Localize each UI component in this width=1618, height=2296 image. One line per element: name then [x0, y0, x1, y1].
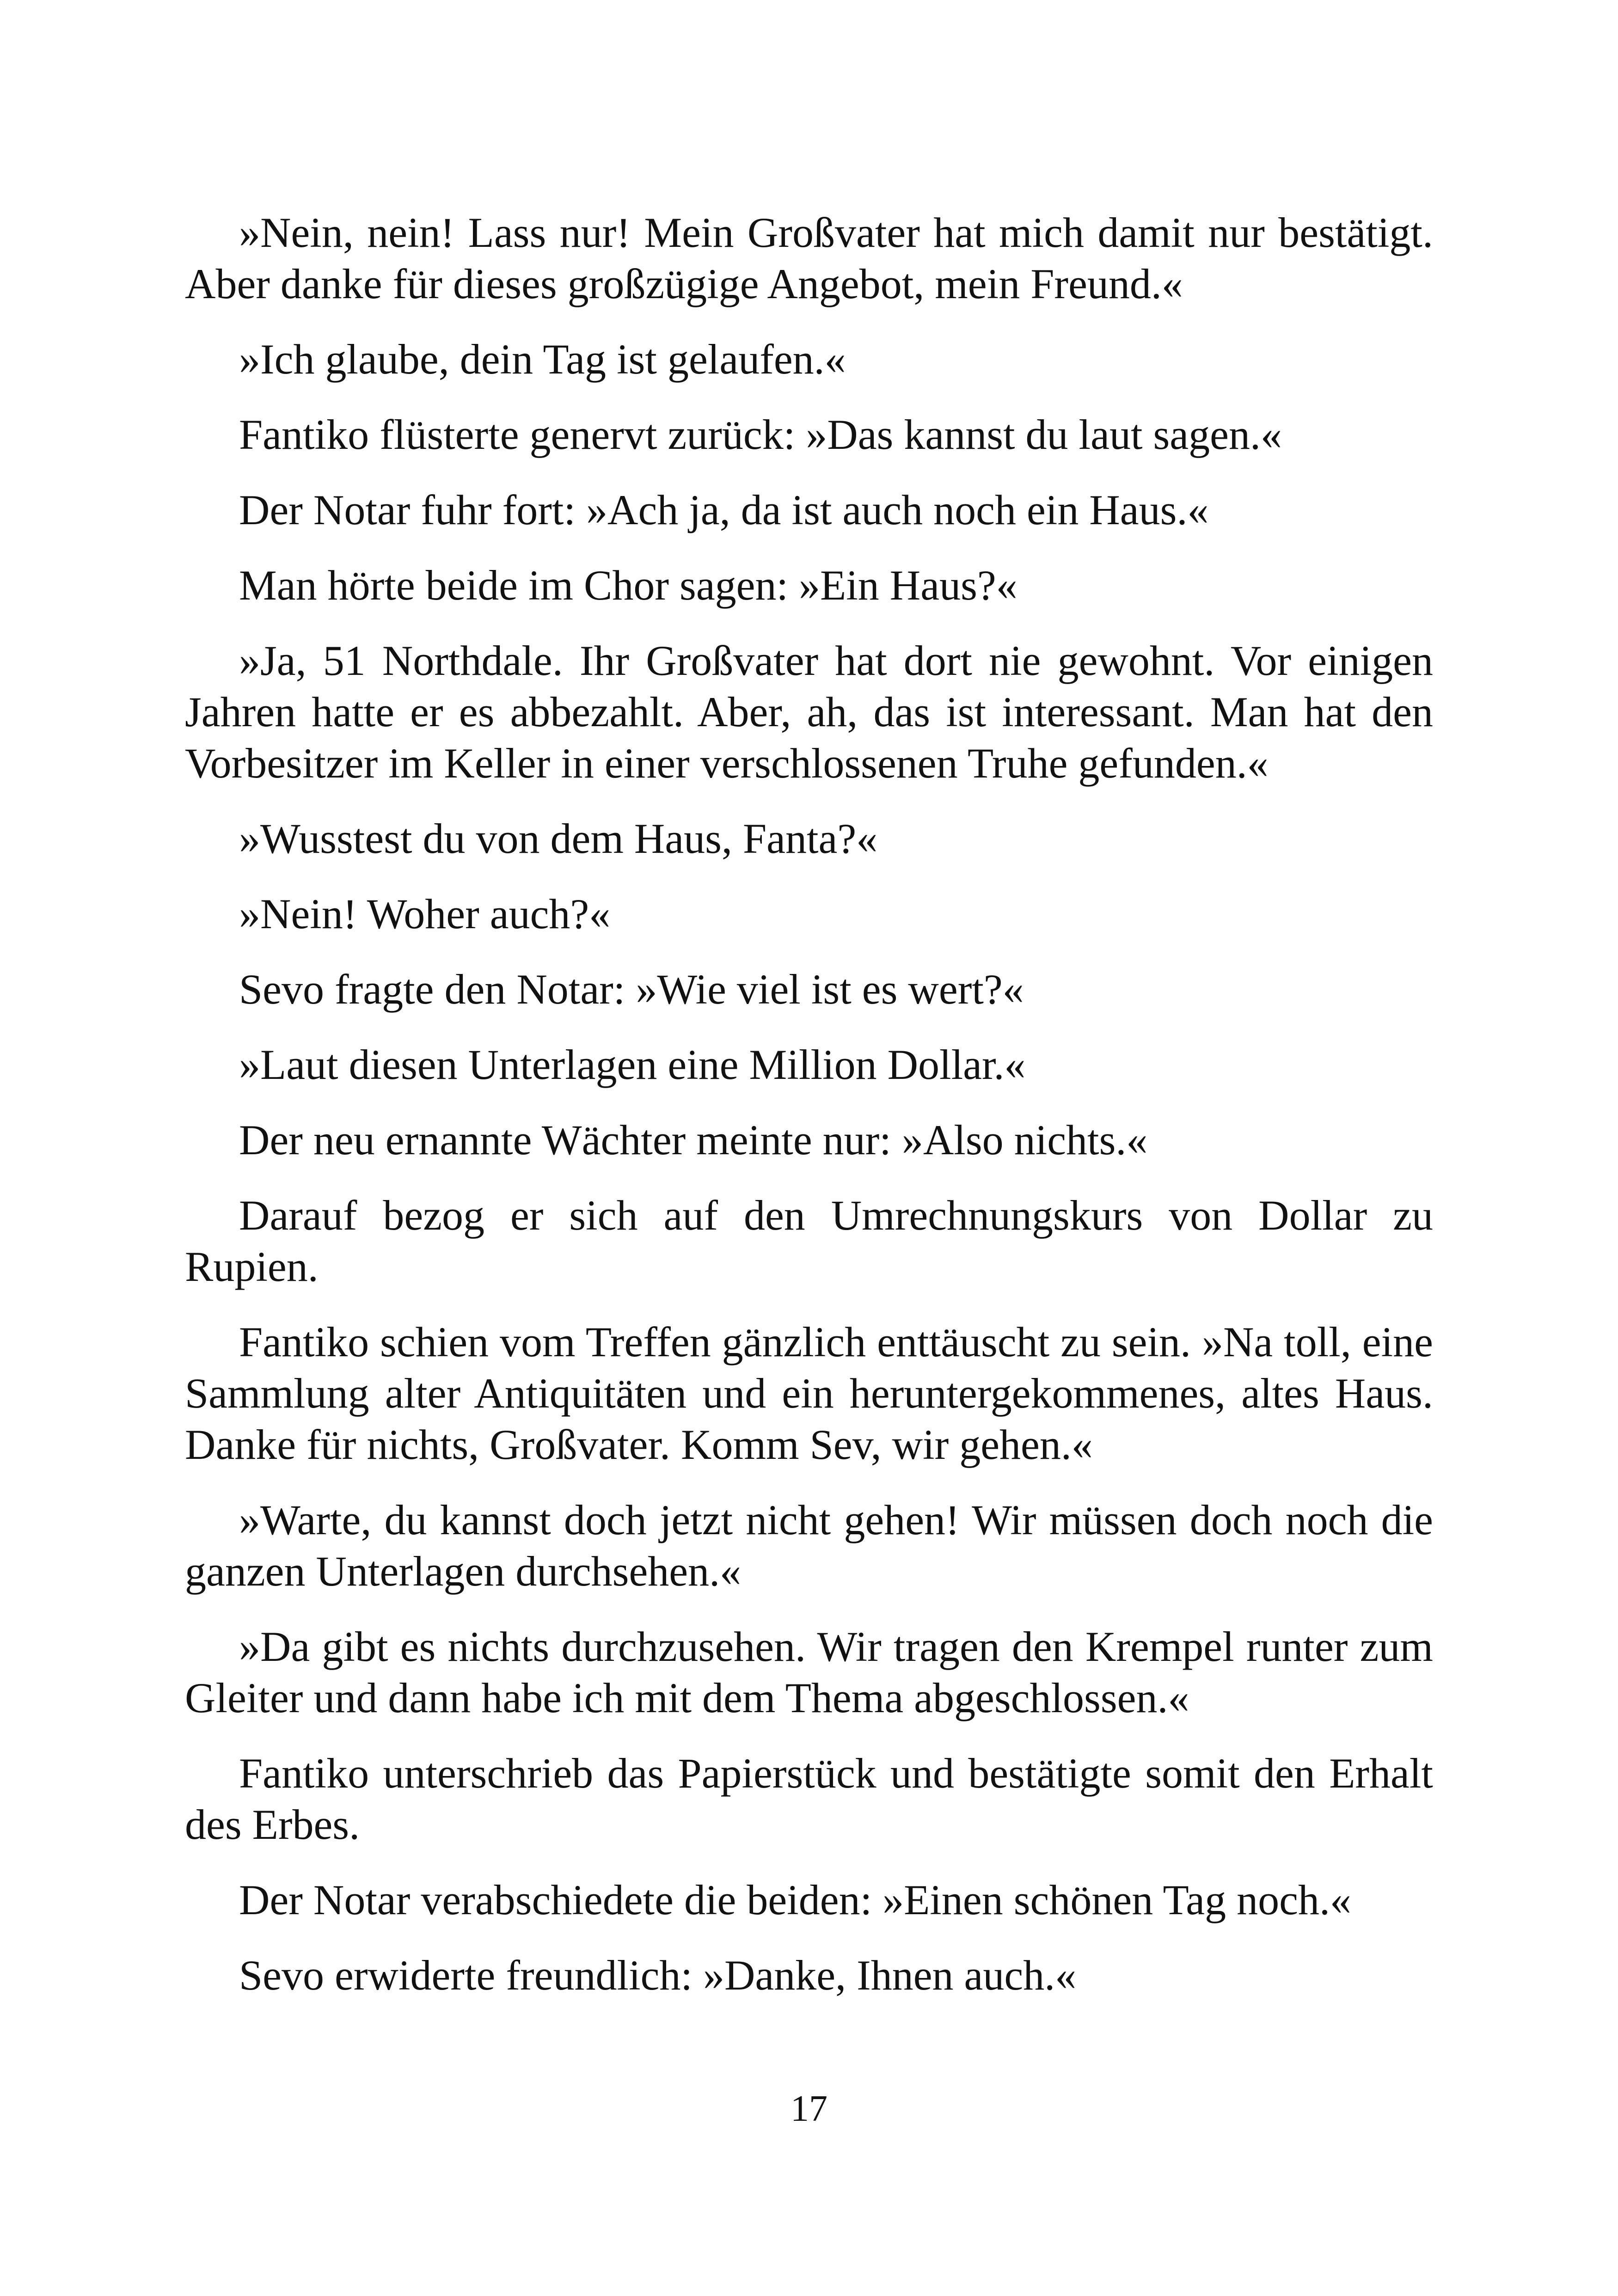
- paragraph: »Da gibt es nichts durchzusehen. Wir tragen den Krempel runter zum Gleiter und dann habe ich mit dem Thema abgeschlossen.«: [185, 1623, 1433, 1721]
- page-number: 17: [791, 2088, 827, 2129]
- paragraph: Der Notar verabschiedete die beiden: »Einen schönen Tag noch.«: [239, 1876, 1351, 1923]
- paragraph: »Wusstest du von dem Haus, Fanta?«: [239, 815, 878, 862]
- paragraph: Man hörte beide im Chor sagen: »Ein Haus?«: [239, 562, 1017, 609]
- paragraph: Fantiko flüsterte genervt zurück: »Das kannst du laut sagen.«: [239, 411, 1282, 458]
- paragraph: Der neu ernannte Wächter meinte nur: »Also nichts.«: [239, 1116, 1148, 1163]
- paragraph: Sevo erwiderte freundlich: »Danke, Ihnen auch.«: [239, 1952, 1077, 1999]
- body-text: [185, 207, 1433, 2025]
- paragraph: Fantiko unterschrieb das Papierstück und bestätigte somit den Erhalt des Erbes.: [185, 1750, 1433, 1848]
- paragraph: Sevo fragte den Notar: »Wie viel ist es wert?«: [239, 966, 1024, 1013]
- paragraph: Fantiko schien vom Treffen gänzlich enttäuscht zu sein. »Na toll, eine Sammlung alter Antiquitäten und ein heruntergekommenes, altes Haus. Danke für nichts, Großvater. Komm Sev, wir gehen.«: [185, 1318, 1433, 1468]
- paragraph: »Ja, 51 Northdale. Ihr Großvater hat dort nie gewohnt. Vor einigen Jahren hatte er es abbezahlt. Aber, ah, das ist interessant. Man hat den Vorbesitzer im Keller in einer verschlossenen Truhe gefunden.«: [185, 637, 1433, 787]
- paragraph: »Nein! Woher auch?«: [239, 890, 611, 937]
- paragraph: Darauf bezog er sich auf den Umrechnungskurs von Dollar zu Rupien.: [185, 1192, 1433, 1290]
- paragraph: »Laut diesen Unterlagen eine Million Dollar.«: [239, 1041, 1026, 1088]
- paragraph: Der Notar fuhr fort: »Ach ja, da ist auch noch ein Haus.«: [239, 486, 1209, 533]
- paragraph: »Warte, du kannst doch jetzt nicht gehen! Wir müssen doch noch die ganzen Unterlagen durchsehen.«: [185, 1496, 1433, 1595]
- paragraph: »Nein, nein! Lass nur! Mein Großvater hat mich damit nur bestätigt. Aber danke für dieses großzügige Angebot, mein Freund.«: [185, 209, 1433, 307]
- paragraph: »Ich glaube, dein Tag ist gelaufen.«: [239, 336, 846, 383]
